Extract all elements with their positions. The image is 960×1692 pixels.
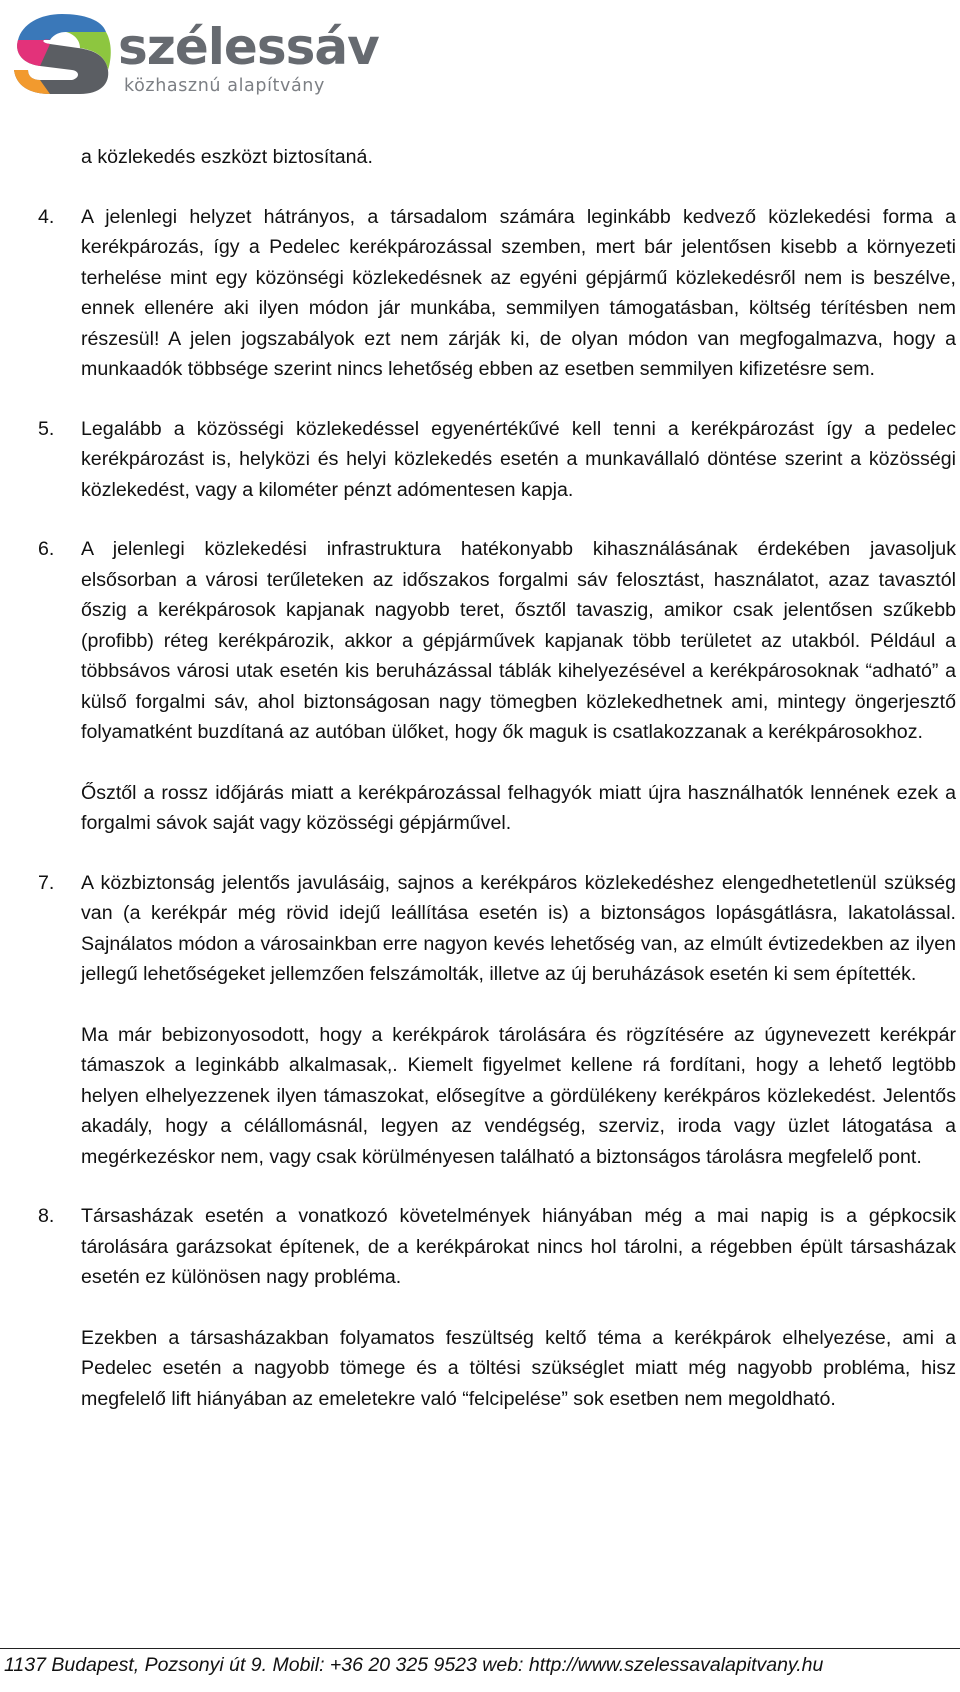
item-body	[81, 1201, 956, 1414]
paragraph: Társasházak esetén a vonatkozó követelmények hiányában még a mai napig is a gépkocsik tárolására garázsokat építenek, de a kerékpárokat nincs hol tárolni, a régebben épült társasházak esetén ez különösen nagy probléma.	[81, 1205, 956, 1288]
paragraph: Ősztől a rossz időjárás miatt a kerékpározással felhagyók miatt újra használhatók lennének ezek a forgalmi sávok saját vagy közösségi gépjárművel.	[81, 781, 956, 834]
item-body	[81, 534, 956, 839]
item-number: 4.	[38, 205, 55, 228]
footer-address: 1137 Budapest, Pozsonyi út 9. Mobil: +36 20 325 9523 web: http://www.szelessavalapitvany.hu	[4, 1654, 824, 1676]
szelessav-logo-icon	[10, 10, 114, 96]
item-number: 7.	[38, 871, 55, 894]
document-body	[38, 142, 956, 1443]
item-number: 8.	[38, 1205, 55, 1227]
paragraph: Ezekben a társasházakban folyamatos feszültség keltő téma a kerékpárok elhelyezése, ami a Pedelec esetén a nagyobb tömege és a töltési szükséglet miatt még nagyobb probléma, hisz megfelelő lift hiányában az emeletekre való “felcipelése” sok esetben nem megoldható.	[81, 1326, 956, 1410]
paragraph: A jelenlegi helyzet hátrányos, a társadalom számára leginkább kedvező közlekedési forma a kerékpározás, így a Pedelec kerékpározással szemben, mert bár jelentősen kisebb a környezeti terhelése mint egy közönségi közlekedésnek az egyéni gépjármű közlekedésről nem is beszélve, ennek ellenére aki ilyen módon jár munkába, semmilyen támogatásban, költség térítésben nem részesül! A jelen jogszabályok ezt nem zárják ki, de olyan módon van megfogalmazva, hogy a munkaadók többsége szerint nincs lehetőség ebben az esetben semmilyen kifizetésre sem.	[81, 205, 956, 380]
list-item	[38, 414, 956, 506]
logo-subtitle: közhasznú alapítvány	[124, 76, 325, 96]
paragraph: A közbiztonság jelentős javulásáig, sajnos a kerékpáros közlekedéshez elengedhetetlenül szükség van (a kerékpár még rövid idejű leállítása esetén is) a biztonságos lopásgátlásra, lakatolással. Sajnálatos módon a városainkban erre nagyon kevés lehetőség van, az elmúlt évtizedekben az ilyen jellegű lehetőségeket jellemzően felszámolták, illetve az új beruházások esetén ki sem építették.	[81, 871, 956, 985]
paragraph: Ma már bebizonyosodott, hogy a kerékpárok tárolására és rögzítésére az úgynevezett kerékpár támaszok a leginkább alkalmasak,. Kiemelt figyelmet kellene rá fordítani, hogy a lehető legtöbb helyen elhelyezzenek ilyen támaszokat, elősegítve a gördülékeny kerékpáros közlekedést. Jelentős akadály, hogy a célállomásnál, legyen az vendégség, szerviz, iroda vagy üzlet látogatása a megérkezéskor nem, vagy csak körülményesen található a biztonságos tárolásra megfelelő pont.	[81, 1023, 956, 1168]
continuation-line: a közlekedés eszközt biztosítaná.	[81, 146, 373, 168]
paragraph: A jelenlegi közlekedési infrastruktura hatékonyabb kihasználásának érdekében javasoljuk elsősorban a városi terűleteken az időszakos forgalmi sáv felosztást, használatot, azaz tavasztól őszig a kerékpárosok kapjanak nagyobb teret, ősztől tavaszig, amikor csak jelentősen szűkebb (profibb) réteg kerékpározik, akkor a gépjárművek kapjanak több területet az utakból. Például a többsávos városi utak esetén kis beruházással táblák kihelyezésével a kerékpárosoknak “adható” a külső forgalmi sáv, ahol biztonságosan nagy tömegben közlekedhetnek ami, mintegy öngerjesztő folyamatként buzdítaná az autóban ülőket, hogy ők maguk is csatlakozzanak a kerékpárosokhoz.	[81, 538, 956, 743]
list-item	[38, 202, 956, 385]
list-item	[38, 1201, 956, 1414]
list-item	[38, 534, 956, 839]
paragraph: Legalább a közösségi közlekedéssel egyenértékűvé kell tenni a kerékpározást így a pedelec kerékpározást is, helyközi és helyi közlekedés esetén a munkavállaló döntése szerint a közösségi közlekedést, vagy a kilométer pénzt adómentesen kapja.	[81, 417, 956, 501]
logo	[10, 8, 379, 98]
item-number: 5.	[38, 417, 55, 440]
list-item	[38, 868, 956, 1173]
item-body	[81, 414, 956, 506]
item-number: 6.	[38, 538, 55, 560]
footer-divider	[0, 1648, 960, 1649]
logo-name: szélessáv	[118, 18, 379, 76]
item-body	[81, 868, 956, 1173]
item-body	[81, 202, 956, 385]
